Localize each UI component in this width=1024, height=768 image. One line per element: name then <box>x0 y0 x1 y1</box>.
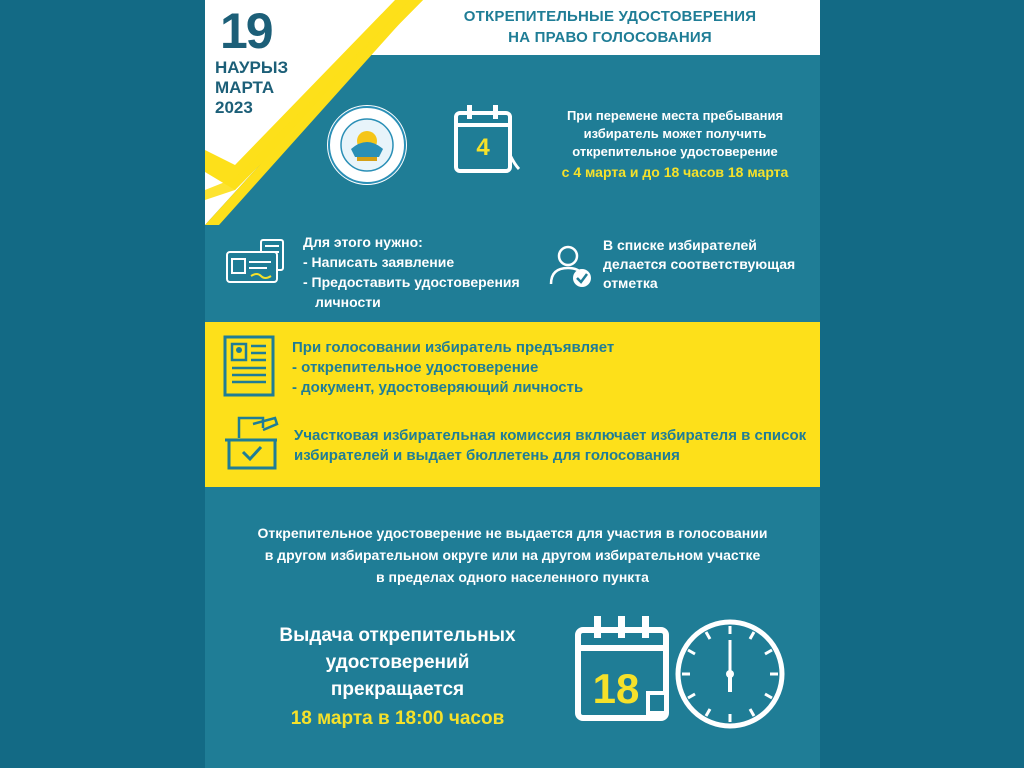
commission-text <box>294 426 814 466</box>
deadline-highlight: 18 марта в 18:00 часов <box>290 708 505 729</box>
voter-list-note <box>603 236 813 293</box>
present-item: - открепительное удостоверение <box>292 359 539 376</box>
present-item: - документ, удостоверяющий личность <box>292 379 584 396</box>
info-top-line-1: При перемене места пребывания <box>566 108 784 123</box>
user-check-icon <box>548 244 594 293</box>
date-day: 19 <box>220 3 272 59</box>
date-year: 2023 <box>215 98 253 117</box>
right-margin <box>820 0 1024 768</box>
voter-list-line-2: делается соответствующая <box>603 256 796 272</box>
info-top-highlight: с 4 марта и до 18 часов 18 марта <box>561 164 789 180</box>
ballot-box-icon <box>223 414 281 477</box>
requirements-heading: Для этого нужно: <box>303 234 423 250</box>
deadline-icons <box>570 608 790 738</box>
date-month-kz: НАУРЫЗ <box>215 58 289 77</box>
calendar-small-number: 4 <box>476 134 490 161</box>
deadline-line-2: удостоверений <box>325 652 470 673</box>
deadline-line-1: Выдача открепительных <box>279 625 516 646</box>
infographic <box>205 0 820 768</box>
requirement-item: - Предоставить удостоверения <box>303 274 520 290</box>
left-margin <box>0 0 205 768</box>
notice-line-2: в другом избирательном округе или на другом избирательном участке <box>264 547 761 563</box>
paper-document-icon <box>223 335 275 402</box>
big-calendar-icon <box>578 616 666 718</box>
emblem-icon <box>327 105 407 185</box>
requirements-list <box>303 232 543 312</box>
deadline-text <box>230 622 565 732</box>
page-title <box>410 6 810 48</box>
present-heading: При голосовании избиратель предъявляет <box>292 339 615 356</box>
title-line-2: НА ПРАВО ГОЛОСОВАНИЯ <box>508 29 712 46</box>
deadline-line-3: прекращается <box>330 679 465 700</box>
voter-presents-text <box>292 338 772 398</box>
requirement-item: - Написать заявление <box>303 254 455 270</box>
calendar-big-number: 18 <box>592 665 640 712</box>
notice-line-1: Открепительное удостоверение не выдается для участия в голосовании <box>257 525 768 541</box>
date-month-ru: МАРТА <box>215 78 275 97</box>
date-month <box>215 58 288 118</box>
clock-icon <box>678 622 782 726</box>
commission-line-1: Участковая избирательная комиссия включает избирателя в список <box>294 427 807 444</box>
info-top <box>530 107 820 181</box>
voter-list-line-1: В списке избирателей <box>603 237 757 253</box>
voting-procedure-block <box>205 322 820 487</box>
info-top-line-2: избиратель может получить <box>583 126 767 141</box>
restriction-notice <box>205 522 820 588</box>
requirement-item-continued: личности <box>315 294 381 310</box>
id-document-icon <box>225 238 291 291</box>
notice-line-3: в пределах одного населенного пункта <box>376 569 649 585</box>
election-commission-emblem <box>327 105 407 185</box>
title-line-1: ОТКРЕПИТЕЛЬНЫЕ УДОСТОВЕРЕНИЯ <box>463 8 757 25</box>
voter-list-line-3: отметка <box>603 275 658 291</box>
calendar-icon <box>453 103 521 180</box>
commission-line-2: избирателей и выдает бюллетень для голосования <box>294 447 680 464</box>
info-top-line-3: открепительное удостоверение <box>572 144 778 159</box>
